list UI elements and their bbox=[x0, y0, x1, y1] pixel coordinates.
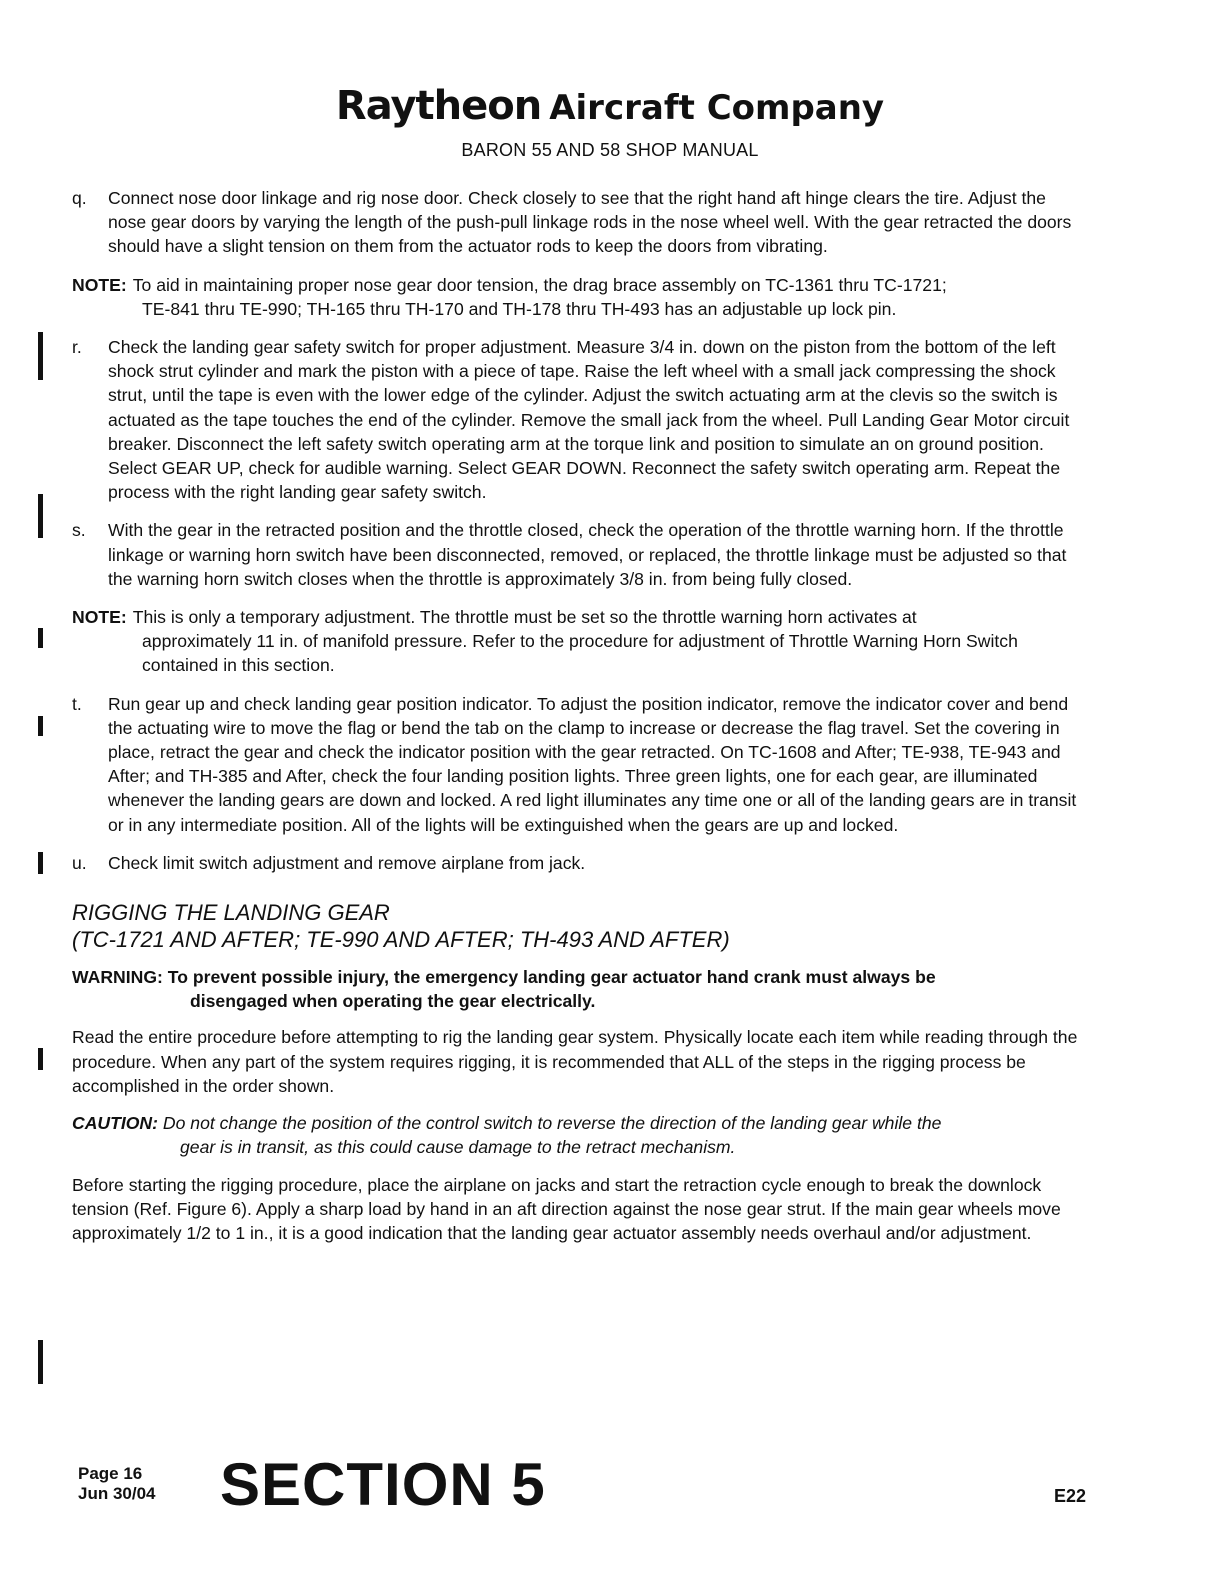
caution-text-line1: Do not change the position of the control switch to reverse the direction of the landing gear while the bbox=[162, 1113, 942, 1134]
revision-date: Jun 30/04 bbox=[78, 1484, 156, 1503]
section-heading-line1: RIGGING THE LANDING GEAR bbox=[72, 900, 390, 926]
change-bar bbox=[38, 852, 43, 874]
note-label: NOTE: bbox=[72, 274, 127, 295]
note-text-line2: TE-841 thru TE-990; TH-165 thru TH-170 and TH-178 thru TH-493 has an adjustable up lock pin. bbox=[142, 298, 897, 319]
step-marker: t. bbox=[72, 693, 82, 714]
page-footer bbox=[78, 1451, 1088, 1530]
caution-label: CAUTION: bbox=[72, 1113, 159, 1134]
procedure-step-s bbox=[72, 518, 1087, 591]
brand-name: Raytheon bbox=[335, 83, 542, 129]
page-body bbox=[72, 186, 1087, 1258]
section-title: SECTION 5 bbox=[220, 1451, 546, 1518]
change-bar bbox=[38, 332, 43, 380]
paragraph-read-procedure: Read the entire procedure before attempting to rig the landing gear system. Physically locate each item while reading through the procedure. When any part of the system requires rigging, it is recommended that ALL of the steps in the rigging process be accomplished in the order shown. bbox=[72, 1027, 1078, 1096]
company-logo bbox=[0, 84, 1220, 130]
warning-text-line2: disengaged when operating the gear electrically. bbox=[190, 991, 596, 1012]
note-text-line1: This is only a temporary adjustment. The throttle must be set so the throttle warning horn activates at bbox=[132, 607, 917, 628]
effectivity-code: E22 bbox=[1053, 1486, 1086, 1506]
page-number: Page 16 bbox=[78, 1464, 143, 1483]
step-marker: r. bbox=[72, 337, 82, 358]
change-bar bbox=[38, 494, 43, 538]
procedure-step-r bbox=[72, 335, 1087, 504]
note-temporary-adjustment bbox=[72, 605, 1087, 678]
page-header bbox=[0, 84, 1220, 161]
manual-title: BARON 55 AND 58 SHOP MANUAL bbox=[461, 140, 759, 160]
change-bar bbox=[38, 1048, 43, 1070]
step-text: Check limit switch adjustment and remove airplane from jack. bbox=[108, 852, 586, 873]
step-text: Run gear up and check landing gear position indicator. To adjust the position indicator, remove the indicator cover and bend the actuating wire to move the flag or bend the tab on the clamp to increase or decrease the flag travel. Set the covering in place, retract the gear and check the indicator position with the gear retracted. On TC-1608 and After; TE-938, TE-943 and After; and TH-385 and After, check the four landing position lights. Three green lights, one for each gear, are illuminated whenever the landing gears are down and locked. A red light illuminates any time one or all of the landing gears are in transit or in any intermediate position. All of the lights will be extinguished when the gears are up and locked. bbox=[108, 693, 1077, 835]
note-text-rest: approximately 11 in. of manifold pressure. Refer to the procedure for adjustment of Throttle Warning Horn Switch contained in this section. bbox=[142, 631, 1018, 676]
step-text: Check the landing gear safety switch for proper adjustment. Measure 3/4 in. down on the piston from the bottom of the left shock strut cylinder and mark the piston with a piece of tape. Raise the left wheel with a small jack compressing the shock strut, until the tape is even with the lower edge of the cylinder. Adjust the switch actuating arm at the clevis so the switch is actuated as the tape touches the end of the cylinder. Remove the small jack from the wheel. Pull Landing Gear Motor circuit breaker. Disconnect the left safety switch operating arm at the torque link and position to simulate an on ground position. Select GEAR UP, check for audible warning. Select GEAR DOWN. Reconnect the safety switch operating arm. Repeat the process with the right landing gear safety switch. bbox=[108, 337, 1070, 503]
section-heading bbox=[72, 899, 1087, 953]
step-marker: u. bbox=[72, 852, 87, 873]
caution-text-line2: gear is in transit, as this could cause damage to the retract mechanism. bbox=[180, 1137, 736, 1158]
change-bar bbox=[38, 628, 43, 648]
procedure-step-t bbox=[72, 692, 1087, 837]
step-text: Connect nose door linkage and rig nose door. Check closely to see that the right hand aft hinge clears the tire. Adjust the nose gear doors by varying the length of the push-pull linkage rods in the nose wheel well. With the gear retracted the doors should have a slight tension on them from the actuator rods to keep the doors from vibrating. bbox=[108, 188, 1072, 257]
change-bar bbox=[38, 1340, 43, 1384]
procedure-step-u bbox=[72, 851, 1087, 875]
caution-block bbox=[72, 1111, 1087, 1159]
note-label: NOTE: bbox=[72, 607, 127, 628]
change-bar bbox=[38, 716, 43, 736]
note-door-tension bbox=[72, 273, 1087, 321]
warning-label: WARNING: bbox=[72, 967, 163, 988]
page-info bbox=[78, 1464, 156, 1504]
step-text: With the gear in the retracted position and the throttle closed, check the operation of the throttle warning horn. If the throttle linkage or warning horn switch have been disconnected, removed, or replaced, the throttle linkage must be adjusted so that the warning horn switch closes when the throttle is approximately 3/8 in. from being fully closed. bbox=[108, 520, 1067, 589]
note-text-line1: To aid in maintaining proper nose gear door tension, the drag brace assembly on TC-1361 thru TC-1721; bbox=[132, 274, 947, 295]
paragraph-before-rigging: Before starting the rigging procedure, place the airplane on jacks and start the retraction cycle enough to break the downlock tension (Ref. Figure 6). Apply a sharp load by hand in an aft direction against the nose gear strut. If the main gear wheels move approximately 1/2 to 1 in., it is a good indication that the landing gear actuator assembly needs overhaul and/or adjustment. bbox=[72, 1174, 1061, 1243]
warning-text-line1: To prevent possible injury, the emergency landing gear actuator hand crank must always be bbox=[167, 967, 936, 988]
warning-block bbox=[72, 965, 1087, 1013]
step-marker: s. bbox=[72, 520, 86, 541]
brand-suffix: Aircraft Company bbox=[549, 88, 885, 128]
procedure-step-q bbox=[72, 186, 1087, 259]
step-marker: q. bbox=[72, 188, 87, 208]
section-heading-line2: (TC-1721 AND AFTER; TE-990 AND AFTER; TH-493 AND AFTER) bbox=[72, 927, 730, 953]
